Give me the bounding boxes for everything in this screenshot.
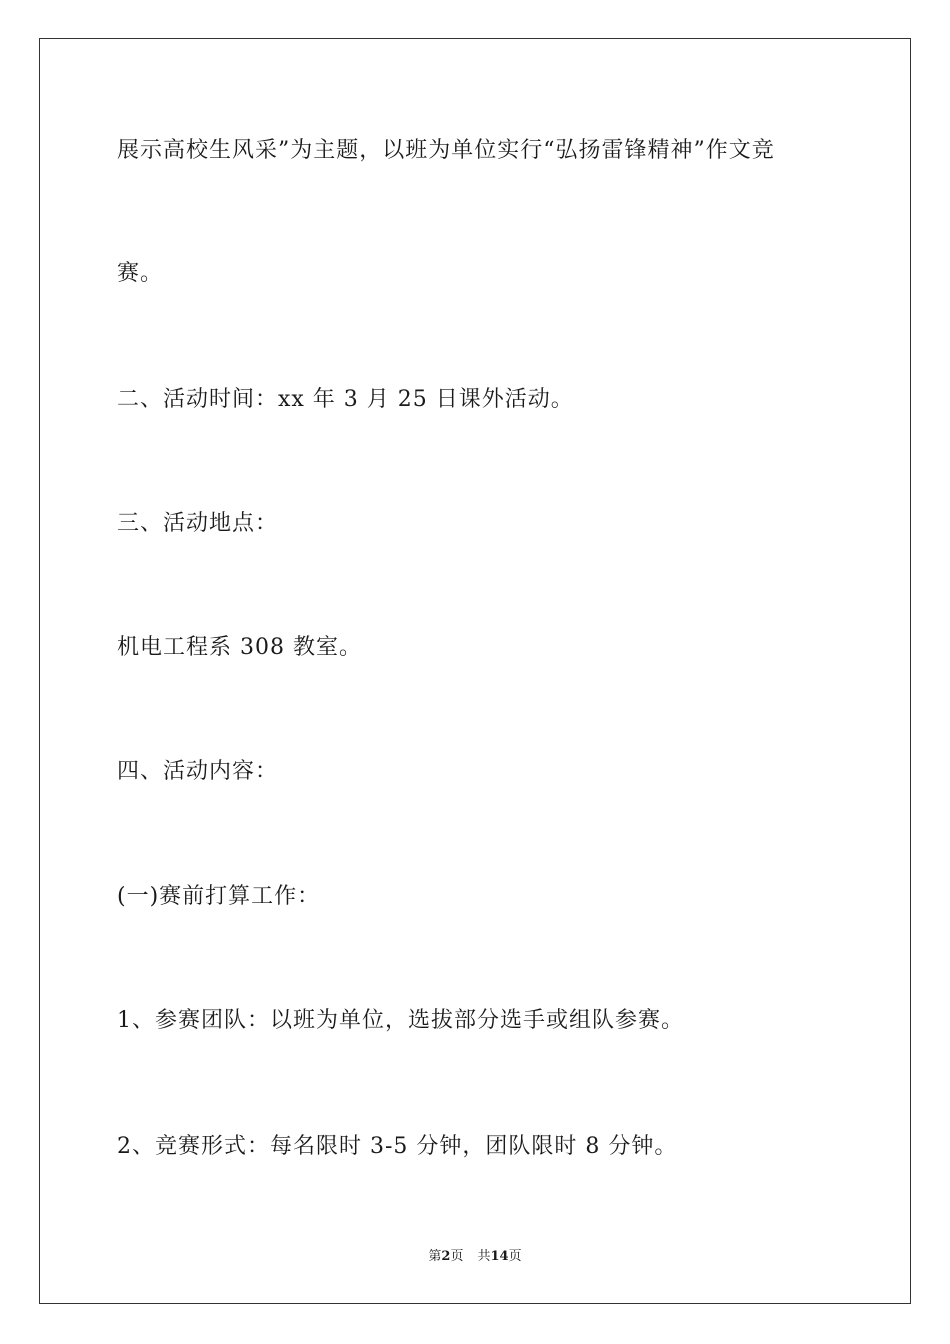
total-prefix: 共	[477, 1249, 491, 1264]
body-line-9: 2、竞赛形式：每名限时 3-5 分钟，团队限时 8 分钟。	[117, 1134, 678, 1159]
body-line-5: 机电工程系 308 教室。	[117, 635, 362, 660]
body-line-1: 展示高校生风采”为主题，以班为单位实行“弘扬雷锋精神”作文竞	[117, 138, 775, 163]
page-suffix: 页	[450, 1249, 464, 1264]
body-line-7: (一)赛前打算工作：	[117, 884, 321, 909]
page-footer	[0, 1248, 950, 1266]
page-border	[39, 38, 911, 1304]
body-line-2: 赛。	[117, 261, 164, 286]
page-current: 2	[441, 1249, 451, 1264]
page-prefix: 第	[428, 1249, 442, 1264]
body-line-6: 四、活动内容：	[117, 759, 279, 784]
body-line-3: 二、活动时间：xx 年 3 月 25 日课外活动。	[117, 387, 574, 412]
body-line-4: 三、活动地点：	[117, 511, 279, 536]
body-line-8: 1、参赛团队：以班为单位，选拔部分选手或组队参赛。	[117, 1008, 684, 1033]
page-total: 14	[490, 1249, 509, 1264]
total-suffix: 页	[508, 1249, 522, 1264]
